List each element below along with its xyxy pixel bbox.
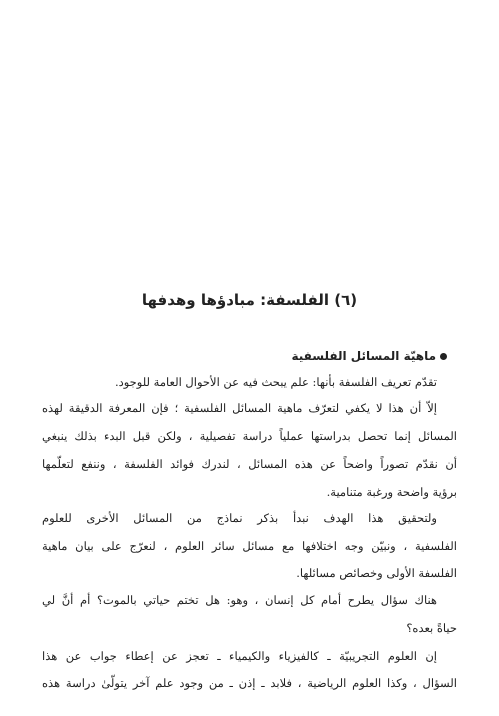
section-heading-text: ماهيّة المسائل الفلسفية	[291, 349, 436, 363]
paragraph-line: إلاّ أن هذا لا يكفي لتعرّف ماهية المسائل الفلسفية ؛ فإن المعرفة الدقيقة لهذه	[42, 401, 437, 415]
paragraph-line: المسائل إنما تحصل بدراستها عملياً دراسة تفصيلية ، ولكن قبل البدء بذلك ينبغي	[42, 429, 457, 443]
paragraph-line: السؤال ، وكذا العلوم الرياضية ، فلابد ـ إذن ـ من وجود علم آخر يتولّىٰ دراسة هذه	[42, 676, 457, 690]
paragraph-line: الفلسفة الأولى وخصائص مسائلها.	[296, 566, 457, 580]
paragraph-line: حياةً بعده؟	[406, 621, 457, 635]
paragraph-line: ولتحقيق هذا الهدف نبدأ بذكر نماذج من المسائل الأخرى للعلوم	[42, 511, 437, 525]
paragraph-line: تقدّم تعريف الفلسفة بأنها: علم يبحث فيه عن الأحوال العامة للوجود.	[114, 375, 437, 389]
paragraph-line: أن نقدّم تصوراً واضحاً عن هذه المسائل ، لندرك فوائد الفلسفة ، وننفع لتعلّمها	[42, 457, 457, 471]
bullet-icon	[440, 353, 447, 360]
paragraph-line: إن العلوم التجريبيّة ـ كالفيزياء والكيمياء ـ تعجز عن إعطاء جواب عن هذا	[42, 649, 437, 663]
paragraph-line: الفلسفية ، ونبيّن وجه اختلافها مع مسائل سائر العلوم ، لنعرّج على بيان ماهية	[42, 539, 457, 553]
paragraph-line: هناك سؤال يطرح أمام كل إنسان ، وهو: هل تختم حياتي بالموت؟ أم أنَّ لي	[42, 593, 437, 607]
paragraph-line: برؤية واضحة ورغبة متنامية.	[326, 485, 457, 499]
chapter-title: (٦) الفلسفة: مبادؤها وهدفها	[141, 291, 358, 309]
section-heading	[291, 346, 447, 366]
